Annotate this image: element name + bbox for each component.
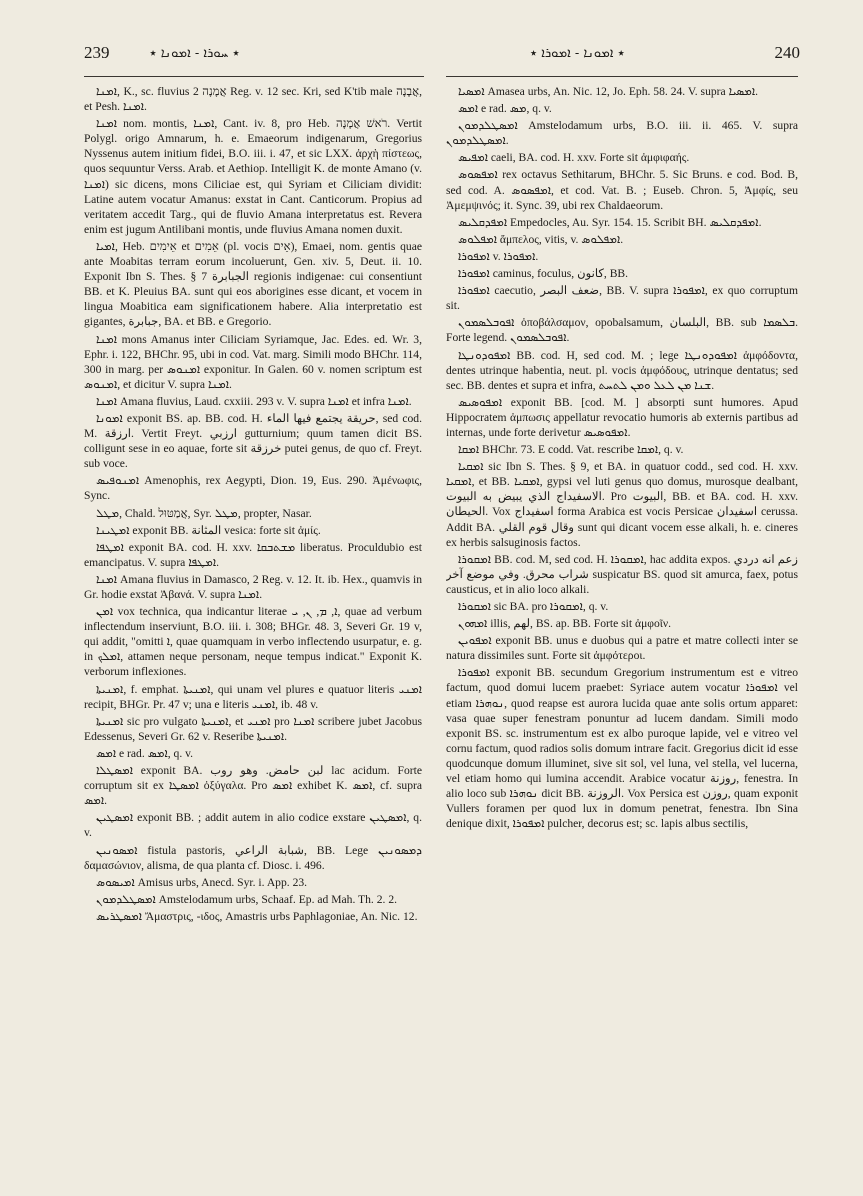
left-page-number: 239: [84, 43, 110, 62]
entry: ܐܡܣܝܐ Amasea urbs, An. Nic. 12, Jo. Eph. 58. 24. V. supra ܐܡܣܝܐ.: [458, 85, 759, 98]
entry: ܐܡܢܐ Amana fluvius, Laud. cxxiii. 293 v. V. supra ܐܡܢܐ et infra ܐܡܢܐ.: [96, 394, 412, 408]
entry: ܐܡܦܝܣ caeli, BA. cod. H. xxv. Forte sit ἀμφιφαής.: [458, 151, 690, 165]
entry: ܐܡܦܘܪܐ caecutio, ضعف البصر, BB. V. supra ܐܡܦܘܪܐ, ex quo corruptum sit.: [446, 284, 798, 313]
entry: ܐܡܢ vox technica, qua indicantur literae ܐ, ܡ, ܢ, ܝ, quae ad verbum inflectendum inserviunt, B.O. iii. i. 308; BHGr. 48. 3, Severi Gr. 19 v, qui addit, "omitti ܐ, quae quamquam in verbo inflectendo usurpatur, e. g. in ܐܡܠܟ, attamen neque personam, neque tempus indicat." Exponit K. verborum inflexiones.: [84, 605, 422, 679]
entry: ܐܡܦܣܘܣ rex octavus Sethitarum, BHChr. 5. Sic Bruns. e cod. Bod. B, sed cod. A. ܐܡܦܣܘܣ, et cod. Vat. B. ; Euseb. Chron. 5, Ἀμφίς, seu Ἀμεμψινός; it. Sync. 39, ubi rex Chaldaeorum.: [446, 168, 798, 212]
entry: ܐܡܦܘܕܘܢܛܐ BB. cod. H, sed cod. M. ; lege ܐܡܦܘܕܘܢܛܐ ἀμφόδοντα, dentes utrinque habentia, neut. pl. vocis ἀμφόδους, utrinque dentatus; sed sec. BB. dentes et supra et infra, ܫܢܐ ܡܢ ܠܥܠ ܘܡܢ ܠܬܚܬ.: [446, 348, 798, 392]
left-page-header: [84, 38, 434, 68]
entry: ܐܡܦܘܪܐ v. ܐܡܦܘܪܐ.: [458, 249, 539, 263]
right-page-header: [440, 38, 800, 68]
entry: ܐܡܗܘܢ illis, لهم, BS. ap. BB. Forte sit ἀμφοῖν.: [458, 617, 672, 631]
entry: ܐܡܣ e rad. ܐܡܣ, q. v.: [96, 746, 194, 760]
entry: ܐܡܢܐ, K., sc. fluvius אֲמָנָה 2 Reg. v. 12 sec. Kri, sed K'tib male אֲבָנָה, et Pesh. ܐܡܢܐ.: [84, 85, 422, 114]
entry: ܐܡܩܘܪܐ sic BA. pro ܐܡܩܘܪܐ, q. v.: [458, 600, 609, 613]
entry: ܐܡܦܘܣܝܣ exponit BB. [cod. M. ] absorpti sunt humores. Apud Hippocratem ἀμπωσις appellatur revocatio humoris ab externis partibus ad internas, unde forte derivetur ܐܡܦܘܣܝܣ.: [446, 395, 798, 439]
entry: ܐܡܣܛܠܐ exponit BA. لبن حامض. وهو روب lac acidum. Forte corruptum sit ex ܐܡܣܛܐ ὀξύγαλα. Pro ܐܡܣ exhibet K. ܐܡܣ, cf. supra ܐܡܣ.: [84, 764, 422, 808]
entry: ܐܡܣܛܪܝܣ Ἄμαστρις, -ιδος, Amastris urbs Paphlagoniae, An. Nic. 12.: [96, 909, 418, 923]
entry: ܡܛܠ, Chald. אֲמַטּוּל, Syr. ܡܛܠ, propter, Nasar.: [96, 506, 312, 520]
right-column: [446, 84, 798, 1174]
entry: ܐܡܦܕܩܠܝܣ Empedocles, Au. Syr. 154. 15. Scribit BH. ܐܡܦܕܩܠܝܣ.: [458, 215, 762, 229]
entry: ܐܡܢܝܬܐ sic pro vulgato ܐܡܢܝܬܐ, et ܐܡܢܝ pro ܐܡܢܐ scribere jubet Jacobus Edessenus, Severi Gr. 62 v. Reseribe ܐܡܢܝܬܐ.: [84, 714, 422, 743]
entry: ܐܡܩܝܐ sic Ibn S. Thes. § 9, et BA. in quatuor codd., sed cod. H. xxv. ܐܡܩܝܐ, et BB. ܐܡܩܝܐ, gypsi vel luti genus quo domus, murosque dealbant, الاسفيداج الذي يبيض به البيوت. Pro البيوت, BB. et BA. cod. H. xxv. الحيطان. Vox اسفيداج forma Arabica est vocis Persicae اسفيدان cerussa. Addit BA. وقال قوم القلي sunt qui dicant vocem esse alkali, h. e. cineres ex herbis salsuginosis factos.: [446, 460, 798, 549]
right-header-rule: [446, 76, 798, 77]
entry: ܐܡܛܝܢܐ exponit BB. المثانة vesica: forte sit ἀμίς.: [96, 523, 321, 537]
entry: ܐܡܦܘܪܐ exponit BB. secundum Gregorium instrumentum est e vitreo factum, quod domui lucem praebet: Syriace autem vocatur ܐܡܦܘܪܐ vel etiam ܢܘܗܪܐ, quod reapse est aurora lucida quae ante solis ortum apparet: vasa quae super fenestram ponuntur ad lucem dandam. Simili modo exponit BS. sc. instrumentum est ex albo puroque lapide, vel e vitreo vel cornu factum, quod radios solis domum intrare facit. Gregorius dicit id esse quodcunque domum illuminet, sive sit sol, vel luna, vel stella, vel lucerna, vel etiam homo qui lumina accendit. Arabice vocatur روزنة, fenestra. In alio loco sub ܢܘܗܪܐ dicit BB. الروزنة. Vox Persica est روزن, quam exponit Vullers foramen per quod lux in domum penetrat, fenestra. Ibn Sina denique dixit, ܐܡܦܘܪܐ pulcher, decorus est; sc. lapis albus sectilis,: [446, 666, 798, 831]
entry: ܐܡܦܠܘܣ ἄμπελος, vitis, v. ܐܡܦܠܘܣ.: [458, 232, 624, 246]
entry: ܐܡܢܐ nom. montis, ܐܡܢܐ, Cant. iv. 8, pro Heb. רֹאשׁ אֲמָנָה. Vertit Polygl. origo Amnarum, h. e. Emaeorum indigenarum, Gregorius Nyssenus autem initium fidei, B.O. iii. i. 47, et sic LXX. ἀρχὴ πίστεως, quos sequuntur Verss. Arab. et Aethiop. Intelligit K. de monte Amano (v. ܐܡܢܐ) sic dicens, mons Ciliciae est, qui Syriam et Ciliciam dividit: Latine autem vocatur Amanus: exstat in Cant. Canticorum. Propius ad veritatem accedit Targ., qui de fluvio Amana interpretatus est. Revera enim est jugum Antilibani montis, unde fluvius Amana nomen duxit.: [84, 117, 422, 236]
left-column: [84, 84, 422, 1174]
right-page-number: 240: [774, 43, 800, 62]
entry: ܐܡܩܘܪܐ BB. cod. M, sed cod. H. ܐܡܩܘܪܐ, hac addita expos. زعم انه دردي شراب محرق. وفي موضع آخر suspicatur BS. quod sit amurca, faex, potus causticus, et in alio loco alkali.: [446, 552, 798, 596]
entry: ܐܡܝܐ, Heb. אֵימִים et אֵמִים (pl. vocis אֵים), Emaei, nom. gentis quae ante Moabitas terram eorum incoluerunt, Gen. xiv. 5, Deut. ii. 10. Exponit Ibn S. Thes. § 7 الجبابرة regionis indigenae: cui consentiunt BB. et K. Pleuius BA. sunt qui eos aborigines esse dicant, et vocem in lingua Moabitica eam significationem habere. Alia interpretatio est gigantes, جبابرة, BA. et BB. e Gregorio.: [84, 239, 422, 329]
entry: ܐܡܣܘܢܝܢ fistula pastoris, شبابة الراعي, BB. Lege ܕܡܣܘܢܝܢ δαμασώνιον, alisma, de qua planta cf. Diosc. i. 496.: [84, 843, 422, 872]
left-header-rule: [84, 76, 424, 77]
entry: ܐܡܢܝܬܐ, f. emphat. ܐܡܢܝܬܐ, qui unam vel plures e quatuor literis ܐܡܢܝ recipit, BHGr. Pr. 47 v; una e literis ܐܡܢܝ, ib. 48 v.: [84, 682, 422, 711]
entry: ܐܡܣܛܠܕܡܘܢ Amstelodamum urbs, Schaaf. Ep. ad Mah. Th. 2. 2.: [96, 892, 398, 906]
entry: ܐܡܣܛܠܕܡܘܢ Amstelodamum urbs, B.O. iii. ii. 465. V. supra ܐܡܣܛܠܕܡܘܢ.: [446, 119, 798, 148]
entry: ܐܡܩܐ BHChr. 73. E codd. Vat. rescribe ܐܡܩܐ, q. v.: [458, 443, 684, 457]
entry: ܐܡܢܘܦܝܣ Amenophis, rex Aegypti, Dion. 19, Eus. 290. Ἀμένωφις, Sync.: [84, 474, 422, 503]
entry: ܐܡܦܘܝܢ exponit BB. unus e duobus qui a patre et matre collecti inter se natura dissimiles sunt. Forte sit ἀμφότεροι.: [446, 634, 798, 663]
entry: ܐܡܛܦܐ exponit BA. cod. H. xxv. ܡܫܬܒܩܐ liberatus. Proculdubio est emancipatus. V. supra ܐܡܛܦܐ.: [84, 540, 422, 569]
entry: ܐܦܘܒܠܣܡܘܢ ὀποβάλσαμον, opobalsamum, البلسان, BB. sub ܒܠܣܡܐ. Forte legend. ܐܦܘܒܠܣܡܘܢ.: [446, 316, 798, 345]
entry: ܐܡܦܘܪܐ caminus, foculus, كانون, BB.: [458, 267, 629, 281]
entry: ܐܡܣ e rad. ܡܣ, q. v.: [458, 102, 552, 116]
entry: ܐܡܝܣܘܣ Amisus urbs, Anecd. Syr. i. App. 23.: [96, 875, 308, 889]
entry: ܐܡܢܐ Amana fluvius in Damasco, 2 Reg. v. 12. It. ib. Hex., quamvis in Gr. hodie exstat Ἀβανά. V. supra ܐܡܢܐ.: [84, 572, 422, 601]
entry: ܐܡܢܐ mons Amanus inter Ciliciam Syriamque, Jac. Edes. ed. Wr. 3, Ephr. i. 122, BHChr. 95, ubi in cod. Vat. marg. Simili modo BHChr. 114, 300 in marg. per ܐܡܢܘܣ exponitur. In Galen. 60 v. nomen scriptum est ܐܡܢܘܣ, et dicitur V. supra ܐܡܢܐ.: [84, 332, 422, 391]
entry: ܐܡܣܛܝܢ exponit BB. ; addit autem in alio codice exstare ܐܡܣܛܝܢ, q. v.: [84, 811, 422, 840]
entry: ܐܡܘܢܐ exponit BS. ap. BB. cod. H. حريقة يجتمع فيها الماء, sed cod. M. ارزقة. Vertit Freyt. ارزبي gutturnium; quum tamen dicit BS. colligunt sese in eo aquae, forte sit خرزقة putei genus, de quo cf. Freyt. sub voce.: [84, 411, 422, 471]
left-running-title: ٭ ܚܘܪܐ - ܐܡܘܢܐ ٭: [149, 45, 240, 61]
right-running-title: ٭ ܐܡܘܢܐ - ܐܡܘܪܐ ٭: [530, 45, 625, 61]
